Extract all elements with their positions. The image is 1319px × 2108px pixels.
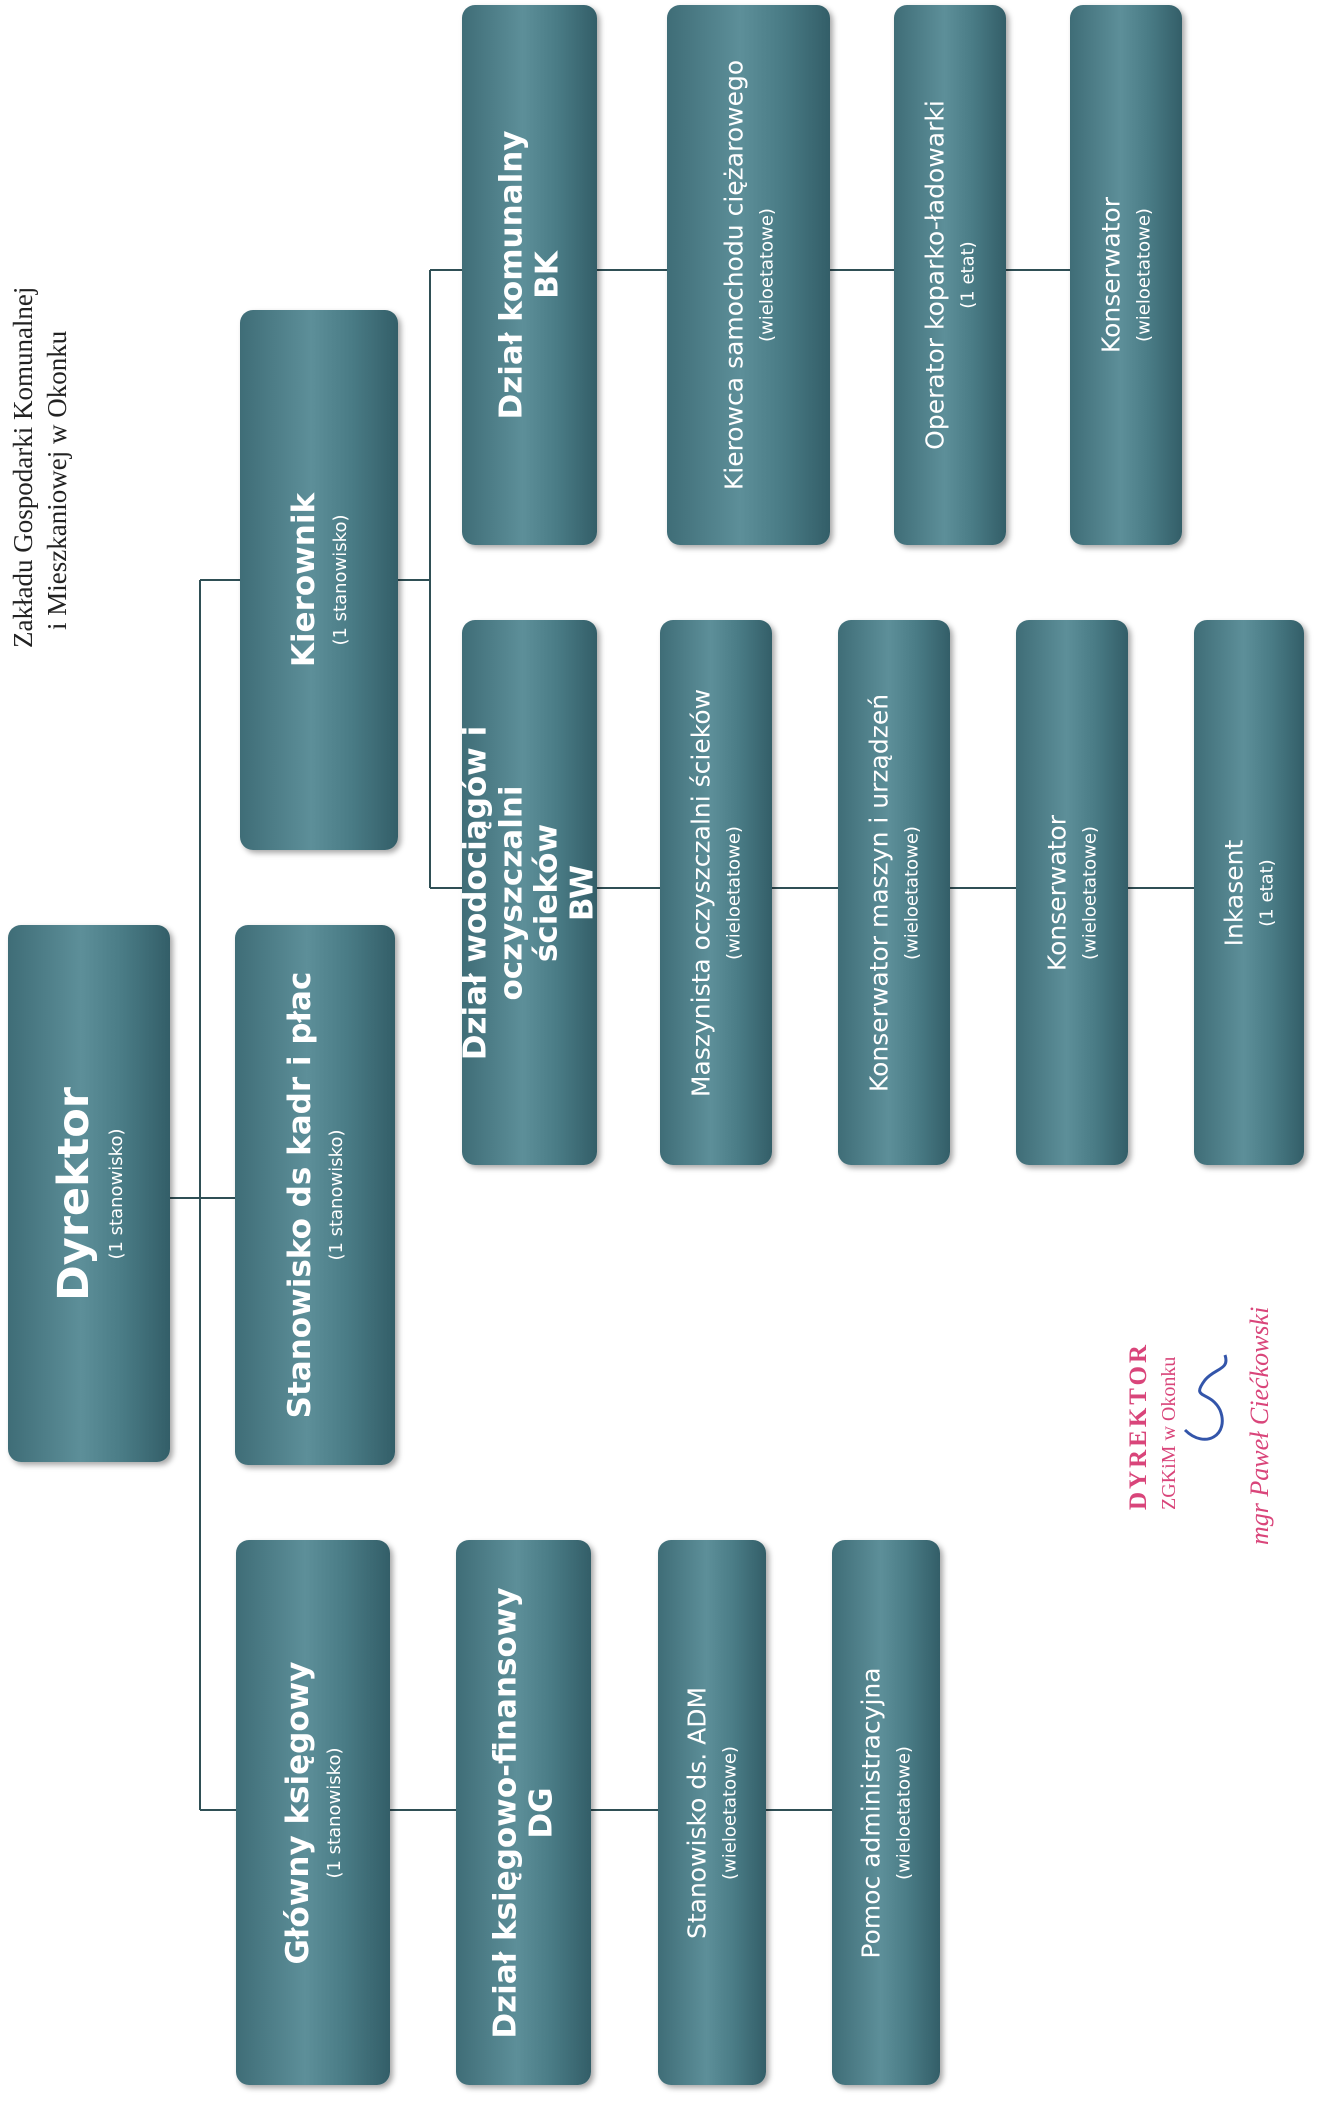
dzial-wodociagow-title-2: ścieków (528, 823, 565, 962)
stanowisko-adm-box (658, 1540, 766, 2085)
dyrektor-title: Dyrektor (48, 1086, 99, 1301)
stamp-line-3: mgr Paweł Ciećkowski (1245, 1306, 1274, 1545)
inkasent-box (1194, 620, 1304, 1165)
stanowisko-kadr-box (235, 925, 395, 1465)
dyrektor-sub: (1 stanowisko) (106, 1128, 128, 1260)
maszynista-box (660, 620, 772, 1165)
konserwator-bw-sub: (wieloetatowe) (1079, 825, 1101, 960)
stanowisko-kadr-title: Stanowisko ds kadr i płac (281, 971, 318, 1419)
dzial-wodociagow-box (457, 620, 601, 1165)
dzial-ksiegowo-box (456, 1540, 591, 2085)
operator-title: Operator koparko-ładowarki (920, 100, 950, 450)
glowny-ksiegowy-box (236, 1540, 390, 2085)
dzial-komunalny-box (462, 5, 597, 545)
kierownik-title: Kierownik (285, 492, 322, 668)
kierownik-box (240, 310, 398, 850)
pomoc-adm-sub: (wieloetatowe) (893, 1745, 915, 1880)
stamp-line-2: ZGKiM w Okonku (1158, 1356, 1180, 1510)
operator-box (894, 5, 1006, 545)
konserwator-bw-box (1016, 620, 1128, 1165)
maszynista-title: Maszynista oczyszczalni ścieków (686, 688, 716, 1097)
konserwator-maszyn-title: Konserwator maszyn i urządzeń (864, 693, 894, 1092)
pomoc-adm-box (832, 1540, 940, 2085)
dzial-ksiegowo-title-1: Dział księgowo-finansowy (486, 1586, 523, 2039)
dzial-ksiegowo-title-2: DG (522, 1786, 559, 1839)
stamp-line-1: DYREKTOR (1125, 1341, 1152, 1510)
stanowisko-adm-sub: (wieloetatowe) (719, 1745, 741, 1880)
dyrektor-box (8, 925, 170, 1462)
konserwator-bw-title: Konserwator (1042, 814, 1072, 971)
dzial-komunalny-title-2: BK (528, 251, 565, 299)
header-line-1: Zakładu Gospodarki Komunalnej (8, 286, 38, 648)
konserwator-bk-box (1070, 5, 1182, 545)
kierowca-box (667, 5, 830, 545)
konserwator-maszyn-box (838, 620, 950, 1165)
dzial-komunalny-title-1: Dział komunalny (492, 130, 529, 420)
maszynista-sub: (wieloetatowe) (723, 825, 745, 960)
signature-mark (1175, 1340, 1245, 1460)
kierowca-sub: (wieloetatowe) (755, 208, 777, 342)
glowny-ksiegowy-title: Główny księgowy (279, 1661, 316, 1965)
konserwator-maszyn-sub: (wieloetatowe) (901, 825, 923, 960)
inkasent-title: Inkasent (1219, 839, 1249, 946)
kierownik-sub: (1 stanowisko) (329, 514, 351, 646)
stanowisko-kadr-sub: (1 stanowisko) (325, 1129, 347, 1261)
dzial-wodociagow-title-1: Dział wodociągów i oczyszczalni (457, 725, 529, 1060)
inkasent-sub: (1 etat) (1256, 858, 1278, 927)
glowny-ksiegowy-sub: (1 stanowisko) (323, 1747, 345, 1879)
operator-sub: (1 etat) (957, 241, 979, 309)
header-line-2: i Mieszkaniowej w Okonku (42, 330, 72, 630)
dzial-wodociagow-title-3: BW (564, 864, 601, 921)
pomoc-adm-title: Pomoc administracyjna (856, 1666, 886, 1959)
stanowisko-adm-title: Stanowisko ds. ADM (682, 1686, 712, 1939)
konserwator-bk-title: Konserwator (1096, 196, 1126, 354)
kierowca-title: Kierowca samochodu ciężarowego (718, 59, 748, 491)
konserwator-bk-sub: (wieloetatowe) (1133, 208, 1155, 342)
